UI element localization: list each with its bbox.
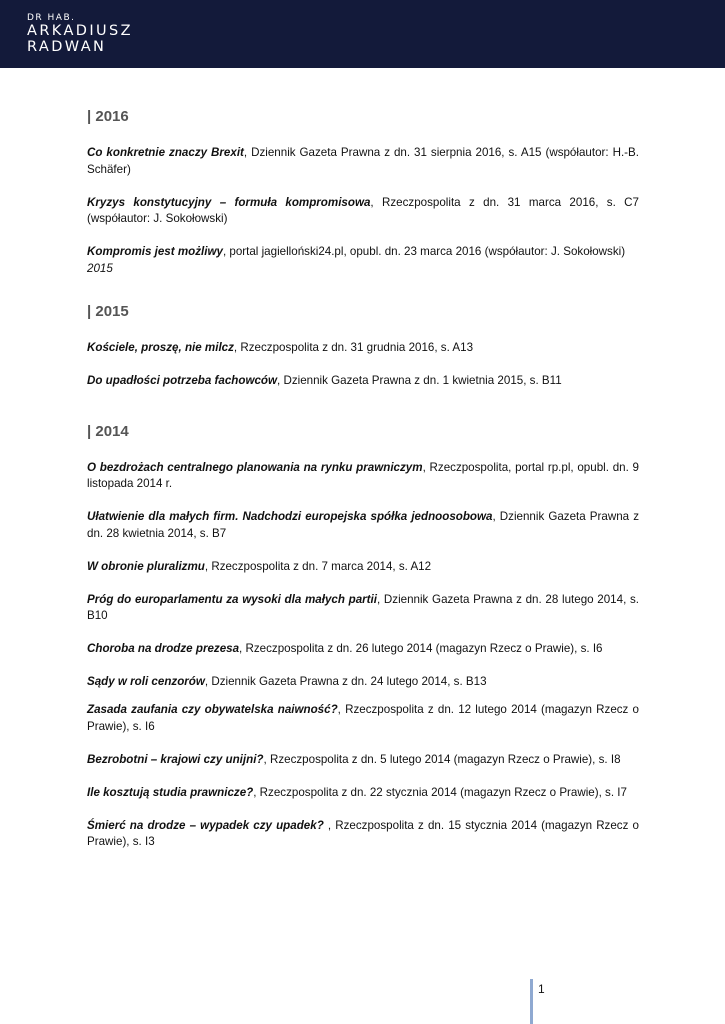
article-details: , Dziennik Gazeta Prawna z dn. 28 lutego 2014, s. B10 bbox=[87, 592, 639, 622]
article-title: Do upadłości potrzeba fachowców bbox=[87, 374, 278, 387]
article-details: , Rzeczpospolita z dn. 5 lutego 2014 (magazyn Rzecz o Prawie), s. I8 bbox=[263, 752, 621, 766]
article-details: , Dziennik Gazeta Prawna z dn. 28 kwietnia 2014, s. B7 bbox=[87, 510, 639, 540]
article-details: , Rzeczpospolita z dn. 26 lutego 2014 (magazyn Rzecz o Prawie), s. I6 bbox=[239, 642, 603, 655]
page-number: 1 bbox=[538, 982, 545, 996]
list-item bbox=[87, 818, 639, 851]
section-2015 bbox=[87, 303, 639, 390]
article-title: Kompromis jest możliwy bbox=[87, 245, 223, 258]
article-title: Choroba na drodze prezesa bbox=[87, 642, 240, 655]
article-details: , Rzeczpospolita z dn. 15 stycznia 2014 (magazyn Rzecz o Prawie), s. I3 bbox=[87, 818, 639, 849]
entry-list bbox=[87, 460, 639, 851]
list-item bbox=[87, 145, 639, 178]
section-title: | 2015 bbox=[87, 303, 129, 320]
article-title: O bezdrożach centralnego planowania na rynku prawniczym bbox=[87, 460, 423, 474]
section-title: | 2016 bbox=[87, 108, 129, 125]
article-details: , Dziennik Gazeta Prawna z dn. 1 kwietnia 2015, s. B11 bbox=[277, 374, 562, 387]
list-item bbox=[87, 592, 639, 625]
article-title: Kościele, proszę, nie milcz bbox=[87, 341, 234, 354]
article-details: , Rzeczpospolita z dn. 12 lutego 2014 (magazyn Rzecz o Prawie), s. I6 bbox=[87, 703, 639, 733]
article-title: Sądy w roli cenzorów bbox=[87, 675, 205, 688]
section-2014 bbox=[87, 423, 639, 851]
list-item bbox=[87, 509, 639, 542]
article-title: Co konkretnie znaczy Brexit bbox=[87, 146, 244, 159]
list-item bbox=[87, 752, 639, 769]
year-note: 2015 bbox=[87, 261, 113, 275]
list-item bbox=[87, 674, 639, 691]
logo-line-first-name: ARKADIUSZ bbox=[27, 23, 133, 39]
section-2016 bbox=[87, 108, 639, 277]
logo-line-title: DR HAB. bbox=[27, 13, 76, 23]
article-details: , Rzeczpospolita z dn. 31 grudnia 2016, s. A13 bbox=[233, 341, 474, 354]
logo-line-last-name: RADWAN bbox=[27, 39, 107, 55]
article-title: Zasada zaufania czy obywatelska naiwność? bbox=[87, 703, 338, 717]
header-bar bbox=[0, 0, 725, 68]
article-details: , Rzeczpospolita z dn. 7 marca 2014, s. A12 bbox=[204, 559, 432, 573]
list-item bbox=[87, 785, 639, 802]
list-item bbox=[87, 559, 639, 576]
article-details: , Rzeczpospolita z dn. 31 marca 2016, s. C7 (współautor: J. Sokołowski) bbox=[87, 195, 639, 225]
document-body bbox=[87, 108, 639, 867]
entry-list bbox=[87, 340, 639, 390]
list-item bbox=[87, 641, 639, 658]
article-details: , Dziennik Gazeta Prawna z dn. 31 sierpnia 2016, s. A15 (współautor: H.-B. Schäfer) bbox=[87, 146, 639, 176]
list-item bbox=[87, 244, 639, 261]
list-item bbox=[87, 195, 639, 228]
article-title: Ile kosztują studia prawnicze? bbox=[87, 785, 254, 799]
article-title: W obronie pluralizmu bbox=[87, 559, 205, 573]
list-item bbox=[87, 702, 639, 735]
section-title: | 2014 bbox=[87, 422, 129, 440]
article-details: , Rzeczpospolita z dn. 22 stycznia 2014 (magazyn Rzecz o Prawie), s. I7 bbox=[253, 785, 627, 799]
article-title: Próg do europarlamentu za wysoki dla małych partii bbox=[87, 592, 377, 606]
article-details: , portal jagielloński24.pl, opubl. dn. 23 marca 2016 (współautor: J. Sokołowski) bbox=[222, 245, 626, 258]
list-item bbox=[87, 373, 639, 390]
logo bbox=[27, 13, 133, 55]
footer-accent-bar bbox=[530, 979, 533, 1024]
list-item bbox=[87, 340, 639, 357]
article-details: , Dziennik Gazeta Prawna z dn. 24 lutego 2014, s. B13 bbox=[204, 675, 487, 688]
list-item bbox=[87, 460, 639, 493]
entry-list bbox=[87, 145, 639, 277]
article-details: , Rzeczpospolita, portal rp.pl, opubl. dn. 9 listopada 2014 r. bbox=[87, 460, 639, 490]
article-title: Śmierć na drodze – wypadek czy upadek? bbox=[87, 818, 324, 832]
article-title: Bezrobotni – krajowi czy unijni? bbox=[87, 752, 264, 766]
article-title: Kryzys konstytucyjny – formuła kompromisowa bbox=[87, 195, 371, 209]
article-title: Ułatwienie dla małych firm. Nadchodzi europejska spółka jednoosobowa bbox=[87, 510, 493, 523]
